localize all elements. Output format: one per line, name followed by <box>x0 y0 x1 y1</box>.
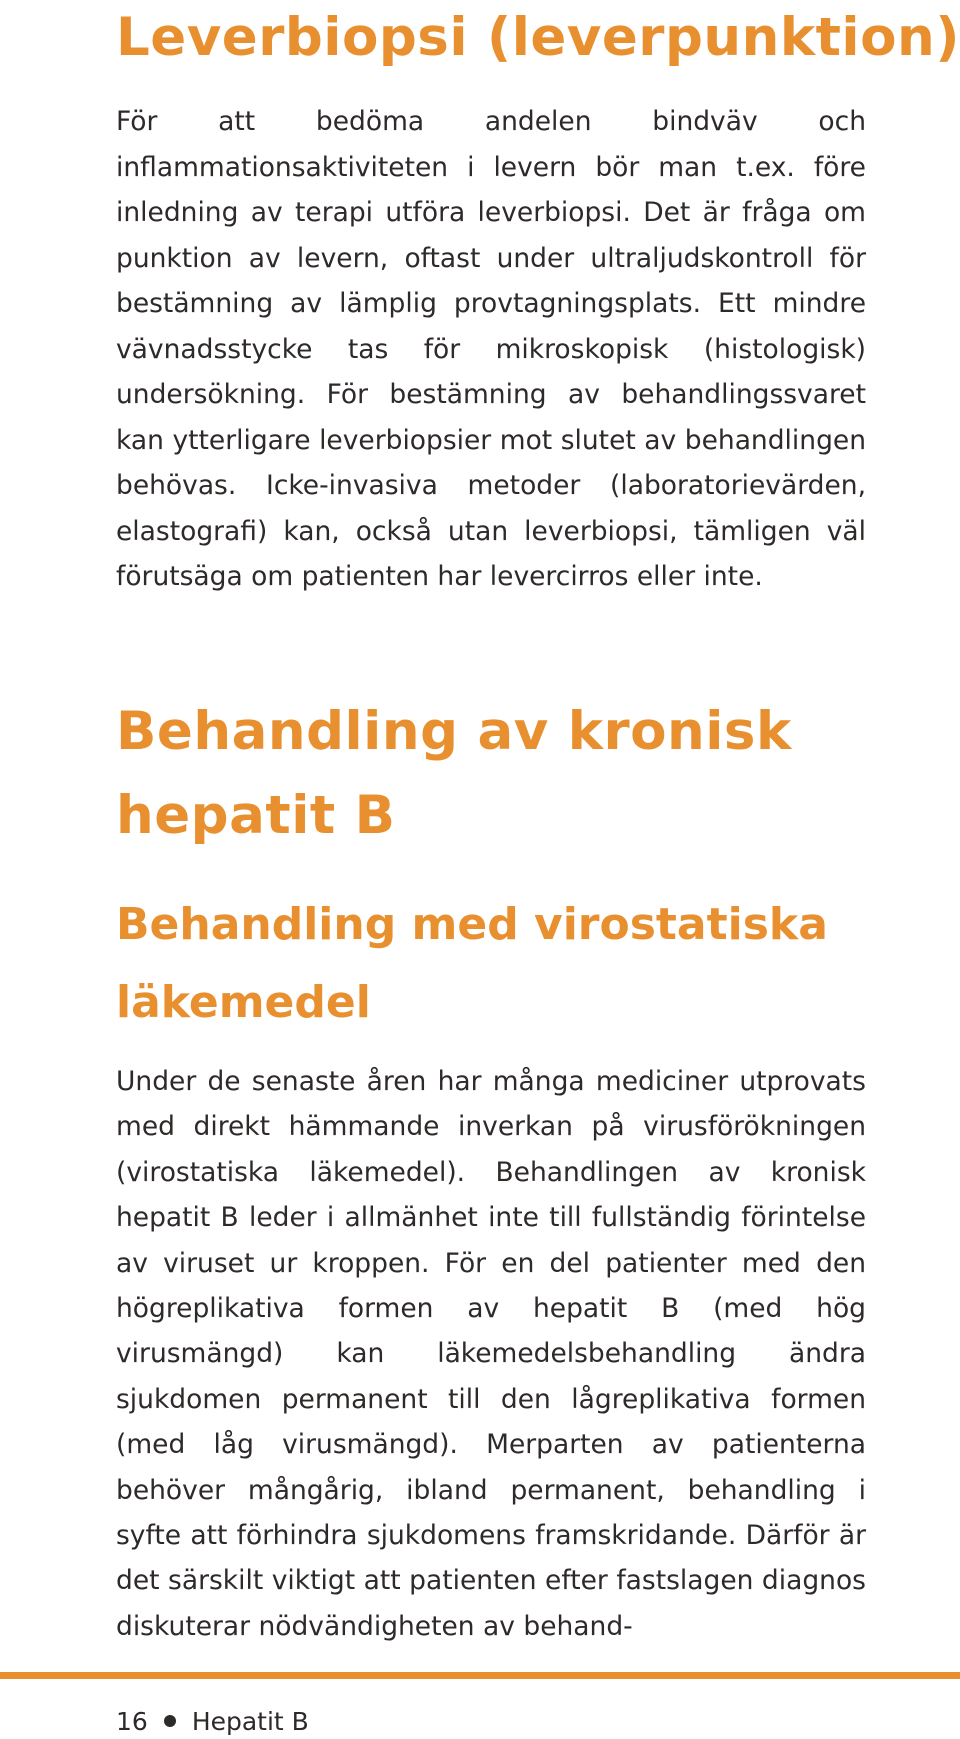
section-title-behandling: Behandling av kronisk hepatit B <box>116 701 792 846</box>
paragraph-leverbiopsi: För att bedöma andelen bindväv och inflammationsaktiviteten i levern bör man t.ex. före inledning av terapi utföra leverbiopsi. Det är fråga om punktion av levern, oftast under ultraljudskontroll för bestämning av lämplig provtagningsplats. Ett mindre vävnadsstycke tas för mikroskopisk (histologisk) undersökning. För bestämning av behandlingssvaret kan ytterligare leverbiopsier mot slutet av behandlingen behövas. Icke-invasiva metoder (laboratorievärden, elastografi) kan, också utan leverbiopsi, tämligen väl förutsäga om patienten har levercirros eller inte. <box>116 106 866 592</box>
section-title-leverbiopsi: Leverbiopsi (leverpunktion) <box>116 7 960 68</box>
subsection-title-virostatiska: Behandling med virostatiska läkemedel <box>116 899 828 1028</box>
bullet-separator-icon <box>164 1715 176 1727</box>
page-number: 16 <box>116 1706 148 1736</box>
paragraph-behandling: Under de senaste åren har många mediciner utprovats med direkt hämmande inverkan på virusförökningen (virostatiska läkemedel). Behandlingen av kronisk hepatit B leder i allmänhet inte till fullständig förintelse av viruset ur kroppen. För en del patienter med den högreplikativa formen av hepatit B (med hög virusmängd) kan läkemedelsbehandling ändra sjukdomen permanent till den lågreplikativa formen (med låg virusmängd). Merparten av patienterna behöver mångårig, ibland permanent, behandling i syfte att förhindra sjukdomens framskridande. Därför är det särskilt viktigt att patienten efter fastslagen diagnos diskuterar nödvändigheten av behand- <box>116 1066 866 1642</box>
page-footer <box>116 1703 309 1739</box>
footer-divider <box>0 1672 960 1679</box>
running-title: Hepatit B <box>191 1706 309 1736</box>
